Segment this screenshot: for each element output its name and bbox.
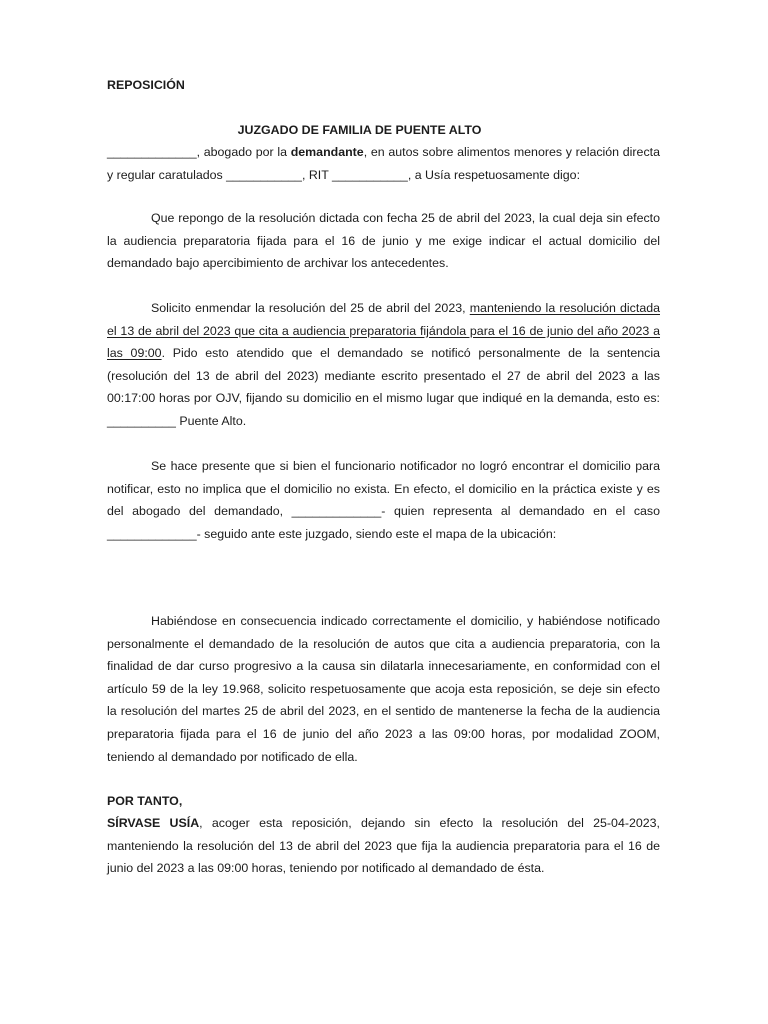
intro-paragraph [107,141,660,186]
paragraph-2-underlined: manteniendo la resolución dictada el 13 de abril del 2023 que cita a audiencia preparatoria fijándola para el 16 de junio del año 2023 a las 09:00 [107,301,660,361]
paragraph-2-text-2: . Pido esto atendido que el demandado se notificó personalmente de la sentencia (resolución del 13 de abril del 2023) mediante escrito presentado el 27 de abril del 2023 a las 00:17:00 horas por OJV, fijando su domicilio en el mismo lugar que indiqué en la demanda, esto es: __________ Puente Alto. [107,346,660,428]
paragraph-4: Habiéndose en consecuencia indicado correctamente el domicilio, y habiéndose notificado personalmente el demandado de la resolución de autos que cita a audiencia preparatoria, con la finalidad de dar curso progresivo a la causa sin dilatarla innecesariamente, en conformidad con el artículo 59 de la ley 19.968, solicito respetuosamente que acoja esta reposición, se deje sin efecto la resolución del martes 25 de abril del 2023, en el sentido de mantenerse la fecha de la audiencia preparatoria fijada para el 16 de junio del año 2023 a las 09:00 horas, por modalidad ZOOM, teniendo al demandado por notificado de ella. [107,614,660,764]
court-heading: JUZGADO DE FAMILIA DE PUENTE ALTO [237,123,482,137]
paragraph-1: Que repongo de la resolución dictada con fecha 25 de abril del 2023, la cual deja sin efecto la audiencia preparatoria fijada para el 16 de junio y me exige indicar el actual domicilio del demandado bajo apercibimiento de archivar los antecedentes. [107,211,660,271]
paragraph-2-text-1: Solicito enmendar la resolución del 25 de abril del 2023, [151,301,470,315]
paragraph-3: Se hace presente que si bien el funcionario notificador no logró encontrar el domicilio para notificar, esto no implica que el domicilio no exista. En efecto, el domicilio en la práctica existe y es del abogado del demandado, _____________- quien representa al demandado en el caso _____________- seguido ante este juzgado, siendo este el mapa de la ubicación: [107,459,660,541]
document-title: REPOSICIÓN [107,78,185,92]
intro-text-2: , en autos sobre alimentos menores y relación directa y regular caratulados ___________, RIT ___________, a Usía respetuosamente digo: [107,145,660,182]
closing-text: , acoger esta reposición, dejando sin efecto la resolución del 25-04-2023, manteniendo la resolución del 13 de abril del 2023 que fija la audiencia preparatoria para el 16 de junio del 2023 a las 09:00 horas, teniendo por notificado al demandado de ésta. [107,816,660,876]
closing-paragraph [107,812,660,880]
lawyer-name-blank: _____________ [107,145,197,159]
closing-bold: SÍRVASE USÍA [107,816,200,830]
intro-bold-demandante: demandante [290,145,364,159]
intro-text-1: , abogado por la [196,145,291,159]
paragraph-2 [107,297,660,433]
por-tanto-heading: POR TANTO, [107,794,183,808]
